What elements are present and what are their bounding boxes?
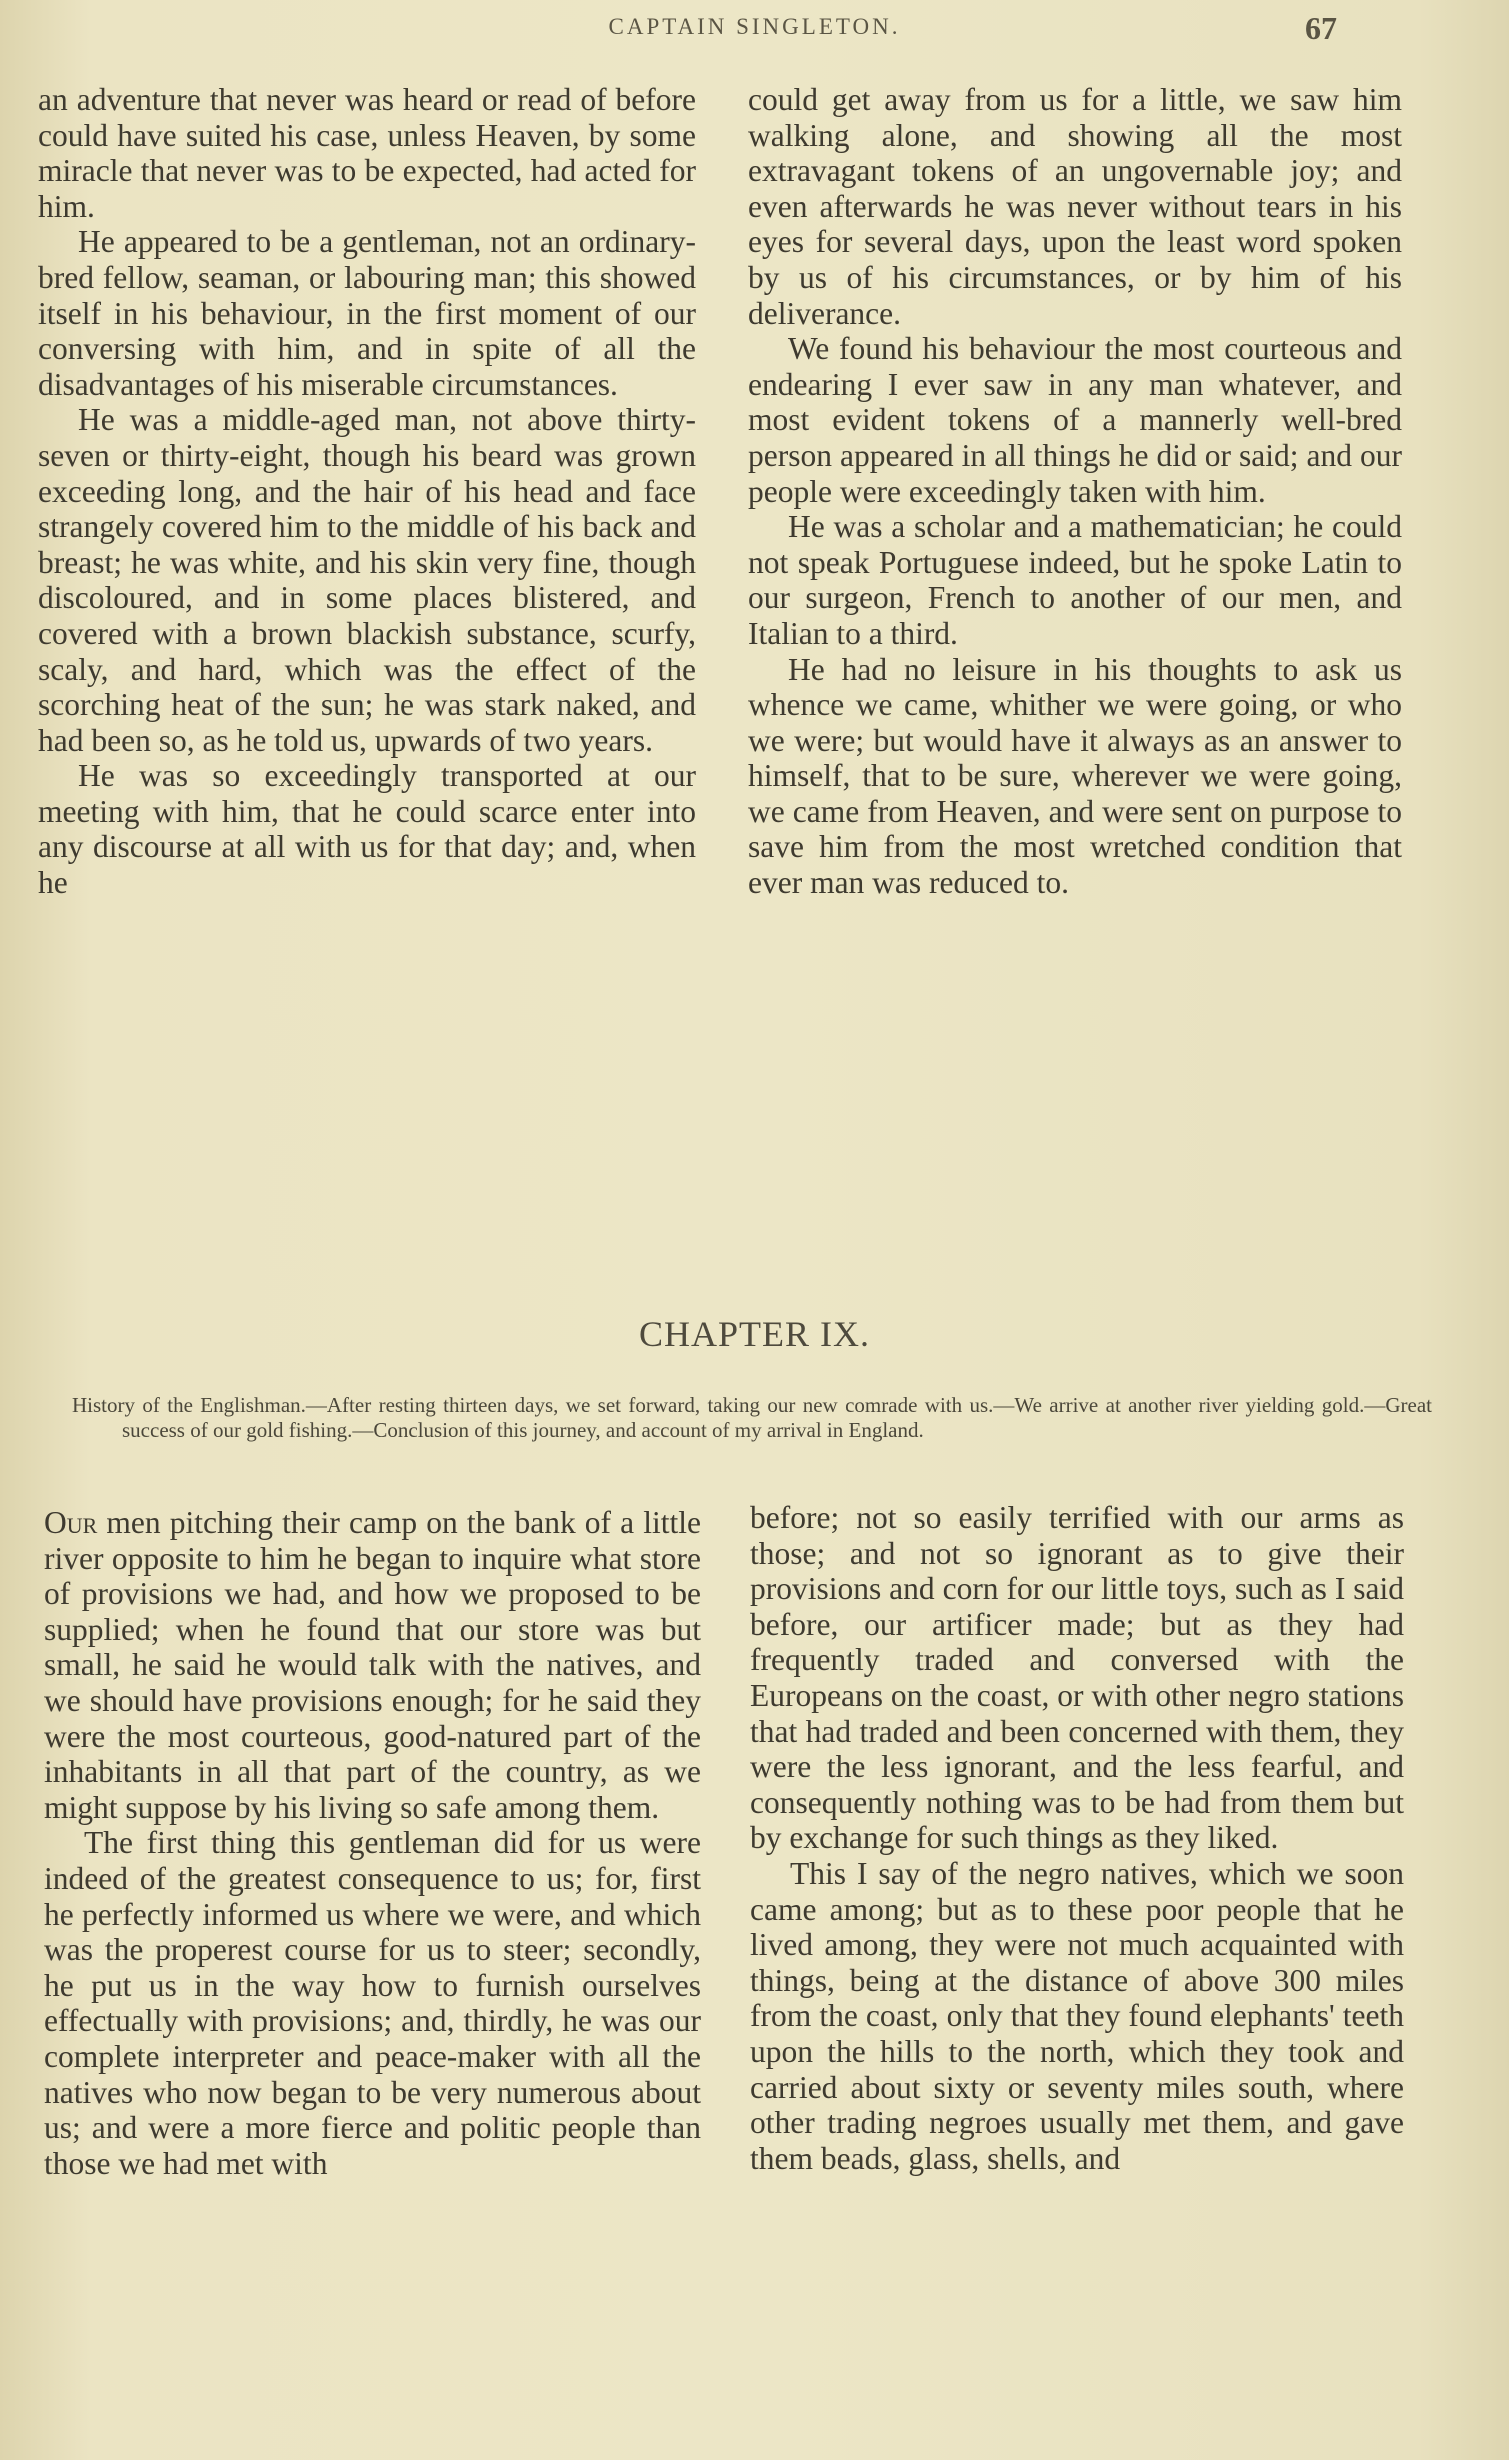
paragraph: He appeared to be a gentleman, not an ordinary-bred fellow, seaman, or labouring man; this showed itself in his behaviour, in the first moment of our conversing with him, and in spite of all the disadvantages of his miserable circumstances.: [38, 224, 696, 402]
paragraph: He was a scholar and a mathematician; he could not speak Portuguese indeed, but he spoke Latin to our surgeon, French to another of our men, and Italian to a third.: [748, 509, 1402, 651]
bottom-left-column: [44, 1505, 701, 2181]
bottom-right-column: [750, 1500, 1404, 2176]
chapter-title: CHAPTER IX.: [638, 1314, 870, 1354]
top-right-column: [748, 82, 1402, 901]
opening-paragraph-text: men pitching their camp on the bank of a little river opposite to him he began to inquire what store of provisions we had, and how we proposed to be supplied; when he found that our store was but small, he said he would talk with the natives, and we should have provisions enough; for he said they were the most courteous, good-natured part of the inhabitants in all that part of the country, as we might suppose by his living so safe among them.: [44, 1505, 701, 1825]
paragraph: He had no leisure in his thoughts to ask us whence we came, whither we were going, or who we were; but would have it always as an answer to himself, that to be sure, wherever we were going, we came from Heaven, and were sent on purpose to save him from the most wretched condition that ever man was reduced to.: [748, 651, 1402, 901]
paragraph: He was a middle-aged man, not above thirty-seven or thirty-eight, though his beard was grown exceeding long, and the hair of his head and face strangely covered him to the middle of his back and breast; he was white, and his skin very fine, though discoloured, and in some places blistered, and covered with a brown blackish substance, scurfy, scaly, and hard, which was the effect of the scorching heat of the sun; he was stark naked, and had been so, as he told us, upwards of two years.: [38, 402, 696, 758]
paragraph: an adventure that never was heard or read of before could have suited his case, unless Heaven, by some miracle that never was to be expected, had acted for him.: [38, 82, 696, 224]
page-number: 67: [1305, 10, 1337, 46]
paragraph: We found his behaviour the most courteous and endearing I ever saw in any man whatever, and most evident tokens of a mannerly well-bred person appeared in all things he did or said; and our people were exceedingly taken with him.: [748, 331, 1402, 509]
running-title: CAPTAIN SINGLETON.: [608, 14, 901, 39]
running-head: [0, 10, 1509, 50]
opening-word: Our: [44, 1505, 98, 1540]
chapter-summary: History of the Englishman.—After resting thirteen days, we set forward, taking our new comrade with us.—We arrive at another river yielding gold.—Great success of our gold fishing.—Conclusion of this journey, and account of my arrival in England.: [72, 1393, 1432, 1442]
paragraph: before; not so easily terrified with our arms as those; and not so ignorant as to give their provisions and corn for our little toys, such as I said before, our artificer made; but as they had frequently traded and conversed with the Europeans on the coast, or with other negro stations that had traded and been concerned with them, they were the less ignorant, and the less fearful, and consequently nothing was to be had from them but by exchange for such things as they liked.: [750, 1500, 1404, 1856]
paragraph: He was so exceedingly transported at our meeting with him, that he could scarce enter into any discourse at all with us for that day; and, when he: [38, 758, 696, 901]
paragraph: The first thing this gentleman did for us were indeed of the greatest consequence to us; for, first he perfectly informed us where we were, and which was the properest course for us to steer; secondly, he put us in the way how to furnish ourselves effectually with provisions; and, thirdly, he was our complete interpreter and peace-maker with all the natives who now began to be very numerous about us; and were a more fierce and politic people than those we had met with: [44, 1825, 701, 2181]
opening-paragraph: [44, 1505, 701, 1825]
paragraph: could get away from us for a little, we saw him walking alone, and showing all the most extravagant tokens of an ungovernable joy; and even afterwards he was never without tears in his eyes for several days, upon the least word spoken by us of his circumstances, or by him of his deliverance.: [748, 82, 1402, 331]
top-left-column: [38, 82, 696, 901]
paragraph: This I say of the negro natives, which we soon came among; but as to these poor people that he lived among, they were not much acquainted with things, being at the distance of above 300 miles from the coast, only that they found elephants' teeth upon the hills to the north, which they took and carried about sixty or seventy miles south, where other trading negroes usually met them, and gave them beads, glass, shells, and: [750, 1855, 1404, 2176]
